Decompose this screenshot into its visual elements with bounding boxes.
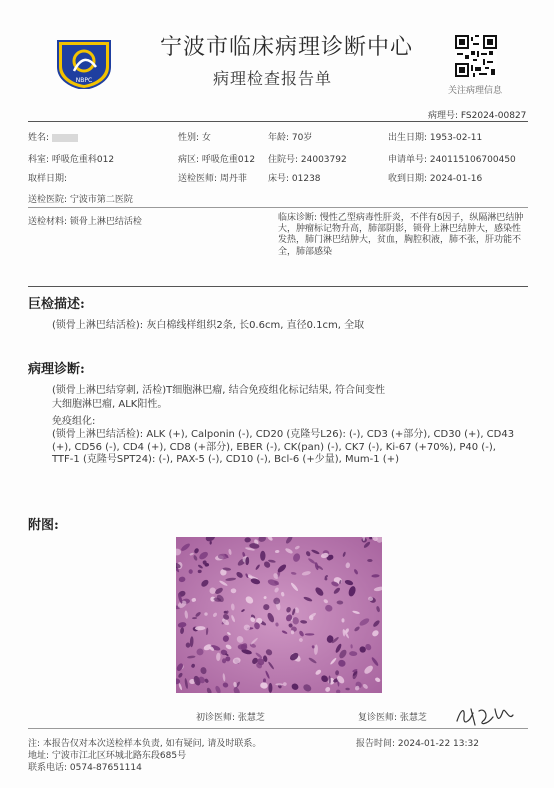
patient-dob: 出生日期: 1953-02-11 [388,133,483,143]
diagnosis-heading: 病理诊断: [28,362,85,377]
department: 科室: 呼吸危重科012 [28,155,115,165]
qr-code-icon [455,35,497,77]
header-divider [28,121,528,122]
patient-age: 年龄: 70岁 [268,133,313,143]
section-divider [28,286,528,287]
logo-text: NBPC [75,77,93,84]
specimen-material: 送检材料: 锁骨上淋巴结活检 [28,217,142,227]
address: 地址: 宁波市江北区环城北路东段685号 [28,751,187,761]
review-doctor: 复诊医师: 张慧芝 [358,713,427,723]
diagnosis-line-2: 大细胞淋巴瘤, ALK阳性。 [52,399,168,410]
center-logo [52,37,116,89]
initial-diagnosis-doctor: 初诊医师: 张慧芝 [196,713,265,723]
receive-date: 收到日期: 2024-01-16 [388,174,483,184]
gross-heading: 巨检描述: [28,297,85,312]
report-time: 报告时间: 2024-01-22 13:32 [356,739,479,749]
micrograph-image [176,537,382,693]
ihc-results: (锁骨上淋巴结活检): ALK (+), Calponin (-), CD20 (克隆号L26): (-), CD3 (+部分), CD30 (+), CD43 (+), CD56 (-), CD4 (+), CD8 (+部分), EBER (-), CK(pan) (-), CK7 (-), Ki-67 (+70%), P40 (-), TTF-1 (克隆号SPT24): (-), PAX-5 (-), CD10 (-), Bcl-6 (+少量), Mum-1 (+) [52,429,515,465]
inpatient-number: 住院号: 24003792 [268,155,347,165]
diagnosis-line-1: (锁骨上淋巴结穿刺, 活检)T细胞淋巴瘤, 结合免疫组化标记结果, 符合间变性 [52,385,385,396]
gross-text: (锁骨上淋巴结活检): 灰白棉线样组织2条, 长0.6cm, 直径0.1cm, 全取 [52,320,365,331]
patient-name-field [28,130,78,143]
report-center-title: 宁波市临床病理诊断中心 [160,35,414,60]
request-number: 申请单号: 240115106700450 [388,155,516,165]
pathology-number: 病理号: FS2024-00827 [428,111,527,121]
info-divider [28,207,528,208]
sample-date: 取样日期: [28,174,68,184]
contact-phone: 联系电话: 0574-87651114 [28,763,142,773]
ihc-label: 免疫组化: [52,416,96,427]
footer-divider [28,728,528,729]
name-label: 姓名: [28,133,50,143]
bed-number: 床号: 01238 [268,174,321,184]
handwritten-signature [455,703,517,729]
ward: 病区: 呼吸危重012 [178,155,256,165]
patient-sex: 性别: 女 [178,133,211,143]
disclaimer-note: 注: 本报告仅对本次送检样本负责, 如有疑问, 请及时联系。 [28,739,262,749]
report-subtitle: 病理检查报告单 [213,69,333,88]
submitting-hospital: 送检医院: 宁波市第二医院 [28,195,133,205]
figure-heading: 附图: [28,518,59,533]
clinical-diagnosis: 临床诊断: 慢性乙型病毒性肝炎，不伴有δ因子，纵隔淋巴结肿大，肿瘤标记物升高，肺部阴影，锁骨上淋巴结肿大，感染性发热，肺门淋巴结肿大，贫血，胸腔积液，肺不张，肝功能不全，肺部感染 [278,213,524,257]
qr-caption: 关注病理信息 [448,86,503,96]
submitting-doctor: 送检医师: 周丹菲 [178,174,247,184]
redacted-name [52,134,78,142]
